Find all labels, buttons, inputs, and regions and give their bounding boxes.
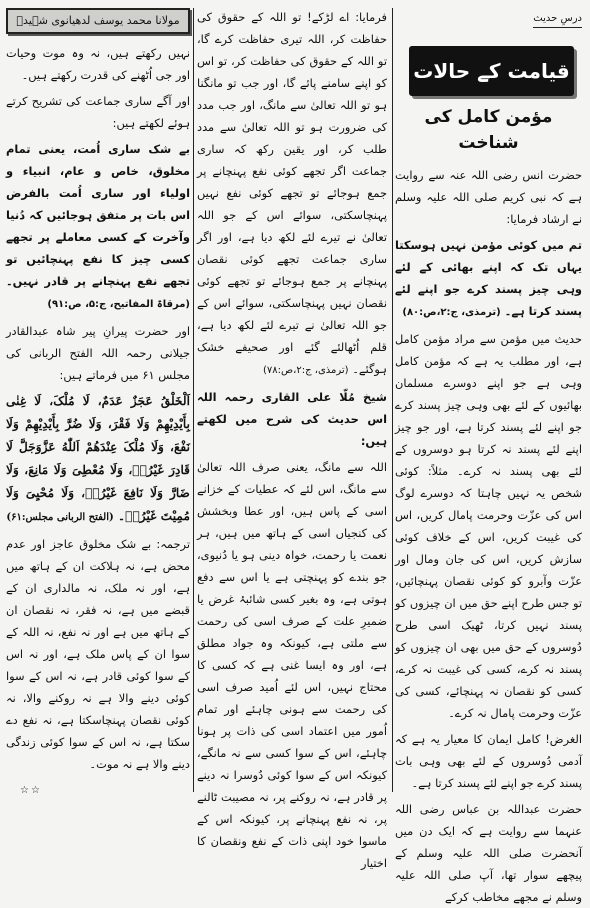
paragraph	[197, 6, 387, 382]
paragraph: حدیث میں مؤمن سے مراد مؤمن کامل ہے، اور مطلب یہ ہے کہ مؤمن کامل وہی ہے جو اپنے دوسرے مسلمان بھائیوں کے لئے بھی وہی چیز پسند کرے جو اپنے لئے پسند کرتا ہے، اور جو چیز اپنے لئے پسند نہ کرتا ہو دوسروں کے لئے بھی پسند نہ کرے۔ مثلاً: کوئی شخص یہ نہیں چاہتا کہ دوسرے لوگ اس کی عزّت وحرمت پامال کریں، اس کی غیبت کریں، اس کے خلاف کوئی سازش کریں، اس کی جان ومال اور عزّت وآبرو کو کوئی نقصان پہنچائیں، تو جس طرح اپنے حق میں ان چیزوں کو پسند نہیں کرتا، ٹھیک اسی طرح دُوسروں کے حق میں بھی ان چیزوں کو پسند نہ کرے، کسی کی غیبت نہ کرے، کسی کو نقصان نہ پہنچائے، کسی کی عزّت وحرمت پامال نہ کرے۔	[395, 332, 582, 720]
section-tag: درسِ حدیث	[533, 12, 582, 28]
arabic-text: اَلْخَلْقُ عَجَزٌ عَدَمٌ، لَا مُلْکَ، لَا غِنٰی بِأَیْدِیْهِمْ وَلَا فَقْرَ، وَلَا ضُرَّ بِأَیْدِیْهِمْ وَلَا نَفْعَ، وَلَا مُلْکَ عِنْدَهُمْ اَللّٰهُ عَزَّوَجَلَّ لَا قَادِرَ غَیْرُہٗ، وَلَا مُعْطِیَ وَلَا مَانِعَ، وَلَا ضَارَّ وَلَا نَافِعَ غَیْرُہٗ، وَلَا مُحْیِیَ وَلَا مُمِیْتَ غَیْرُہٗ۔	[6, 394, 190, 523]
paragraph: حضرت انس رضی اللہ عنہ سے روایت ہے کہ نبی کریم صلی اللہ علیہ وسلم نے ارشاد فرمایا:	[395, 168, 582, 226]
paragraph: حضرت عبداللہ بن عباس رضی اللہ عنہما سے روایت ہے کہ ایک دن میں آنحضرت صلی اللہ علیہ وسلم کے پیچھے سوار تھا، آپ صلی اللہ علیہ وسلم نے مجھے مخاطب کرکے	[395, 802, 582, 904]
middle-column	[197, 6, 387, 870]
citation: (الفتح الربانی مجلس:۶۱)	[6, 512, 114, 523]
paragraph: نہیں رکھتے ہیں، نہ وہ موت وحیات اور جی اُٹھنے کی قدرت رکھتے ہیں۔	[6, 46, 190, 82]
left-column	[6, 6, 190, 794]
end-stars: ☆☆	[20, 785, 42, 796]
hadith-text	[395, 234, 582, 324]
article-headline: مؤمن کامل کی شناخت	[424, 107, 553, 153]
citation: (ترمذی، ج:۲،ص:۷۸)	[263, 365, 349, 376]
paragraph	[6, 138, 190, 316]
right-column	[395, 6, 582, 904]
paragraph: ترجمہ: بے شک مخلوق عاجز اور عدم محض ہے، نہ ہلاکت ان کے ہاتھ میں ہے، اور نہ ملک، نہ مالداری ان کے قبضے میں ہے، نہ فقر، نہ نقصان ان کے ہاتھ میں ہے اور نہ نفع، نہ اللہ کے سوا ان کے پاس ملک ہے، اور نہ اس کے سوا کوئی قادر ہے، نہ اس کے سوا کوئی دینے والا ہے نہ روکنے والا، نہ کوئی نقصان پہنچاسکتا ہے، نہ نفع دے سکتا ہے، نہ اس کے سوا کوئی زندگی دینے والا ہے نہ موت۔	[6, 537, 190, 771]
paragraph: الغرض! کامل ایمان کا معیار یہ ہے کہ آدمی دُوسروں کے لئے بھی وہی بات پسند کرے جو اپنے لئے پسند کرتا ہے۔	[395, 732, 582, 790]
paragraph: اور حضرت پیرانِ پیر شاہ عبدالقادر جیلانی رحمہ اللہ الفتح الربانی کی مجلس ۶۱ میں فرماتے ہیں:	[6, 324, 190, 382]
hadith-continuation: فرمایا: اے لڑکے! تو اللہ کے حقوق کی حفاظت کر، اللہ تیری حفاظت کرے گا، تو اللہ کے حقوق کی حفاظت کر، تو اس کو اپنے سامنے پائے گا، اور جب تو مانگنا ہو تو اللہ تعالیٰ سے مانگ، اور جب مدد کی ضرورت ہو تو اللہ تعالیٰ سے مدد طلب کر، اور یقین رکھ کہ ساری جماعت اگر تجھے کوئی نفع پہنچانے پر جمع ہوجائے تو تجھے کوئی نفع نہیں پہنچاسکتی، سوائے اس کے جو اللہ تعالیٰ نے تیرے لئے لکھ دیا ہے، اور اگر ساری جماعت تجھے کوئی نقصان پہنچانے پر جمع ہوجائے تو تجھے کوئی نقصان نہیں پہنچاسکتی، سوائے اس کے جو اللہ تعالیٰ نے تیرے لئے لکھ دیا ہے، قلم اُٹھالئے گئے اور صحیفے خشک ہوگئے۔	[197, 10, 387, 376]
citation: (مرقاۃ المفاتیح، ج:۵، ص:۹۱)	[47, 299, 190, 310]
hadith-quote: تم میں کوئی مؤمن نہیں ہوسکتا یہاں تک کہ اپنے بھائی کے لئے وہی چیز پسند کرے جو اپنے لئے پسند کرتا ہے۔	[395, 238, 582, 318]
paragraph: شیخ مُلّا علی القاری رحمہ اللہ اس حدیث کی شرح میں لکھتے ہیں:	[197, 390, 387, 448]
paragraph: اور آگے ساری جماعت کی تشریح کرتے ہوئے لکھتے ہیں:	[6, 94, 190, 130]
paragraph: اللہ سے مانگ، یعنی صرف اللہ تعالیٰ سے مانگ، اس لئے کہ عطیات کے خزانے اسی کے پاس ہیں، اور عطا وبخشش کی کنجیاں اسی کے ہاتھ میں ہیں، ہر نعمت یا رحمت، خواہ دینی ہو یا دُنیوی، جو بندے کو پہنچتی ہے یا اس سے دفع ہوتی ہے، وہ بغیر کسی شائبۂ غرض یا ضمیرِ علت کے صرف اسی کی رحمت سے ملتی ہے، کیونکہ وہ جواد مطلق ہے، اور وہ ایسا غنی ہے کہ کسی کا محتاج نہیں، اس لئے اُمید صرف اسی کی رحمت سے ہونی چاہئے اور تمام اُمور میں اعتماد اسی کی ذات پر ہونا چاہئے، اس کے سوا کسی سے نہ مانگے، کیونکہ اس کے سوا کوئی دُوسرا نہ دینے پر قادر ہے، نہ روکنے پر، نہ مصیبت ٹالنے پر، نہ نفع پہنچانے پر، کیونکہ اس کے ماسوا خود اپنی ذات کے نفع ونقصان کا اختیار	[197, 460, 387, 870]
arabic-quote	[6, 390, 190, 529]
author-byline: مولانا محمد یوسف لدھیانوی شہیدؒ	[6, 8, 190, 34]
hadith-citation: (ترمذی، ج:۲،ص:۸۰)	[402, 307, 501, 318]
column-divider	[392, 8, 393, 792]
column-divider	[193, 8, 194, 792]
banner-title: قیامت کے حالات	[409, 46, 574, 96]
quote-text: بے شک ساری اُمت، یعنی تمام مخلوق، خاص و عام، انبیاء و اولیاء اور ساری اُمت بالفرض اس بات پر متفق ہوجائیں کہ دُنیا وآخرت کے کسی معاملے پر تجھے کسی چیز کا نفع پہنچائیں تو تجھے نفع پہنچانے پر قادر نہیں۔	[6, 142, 190, 288]
